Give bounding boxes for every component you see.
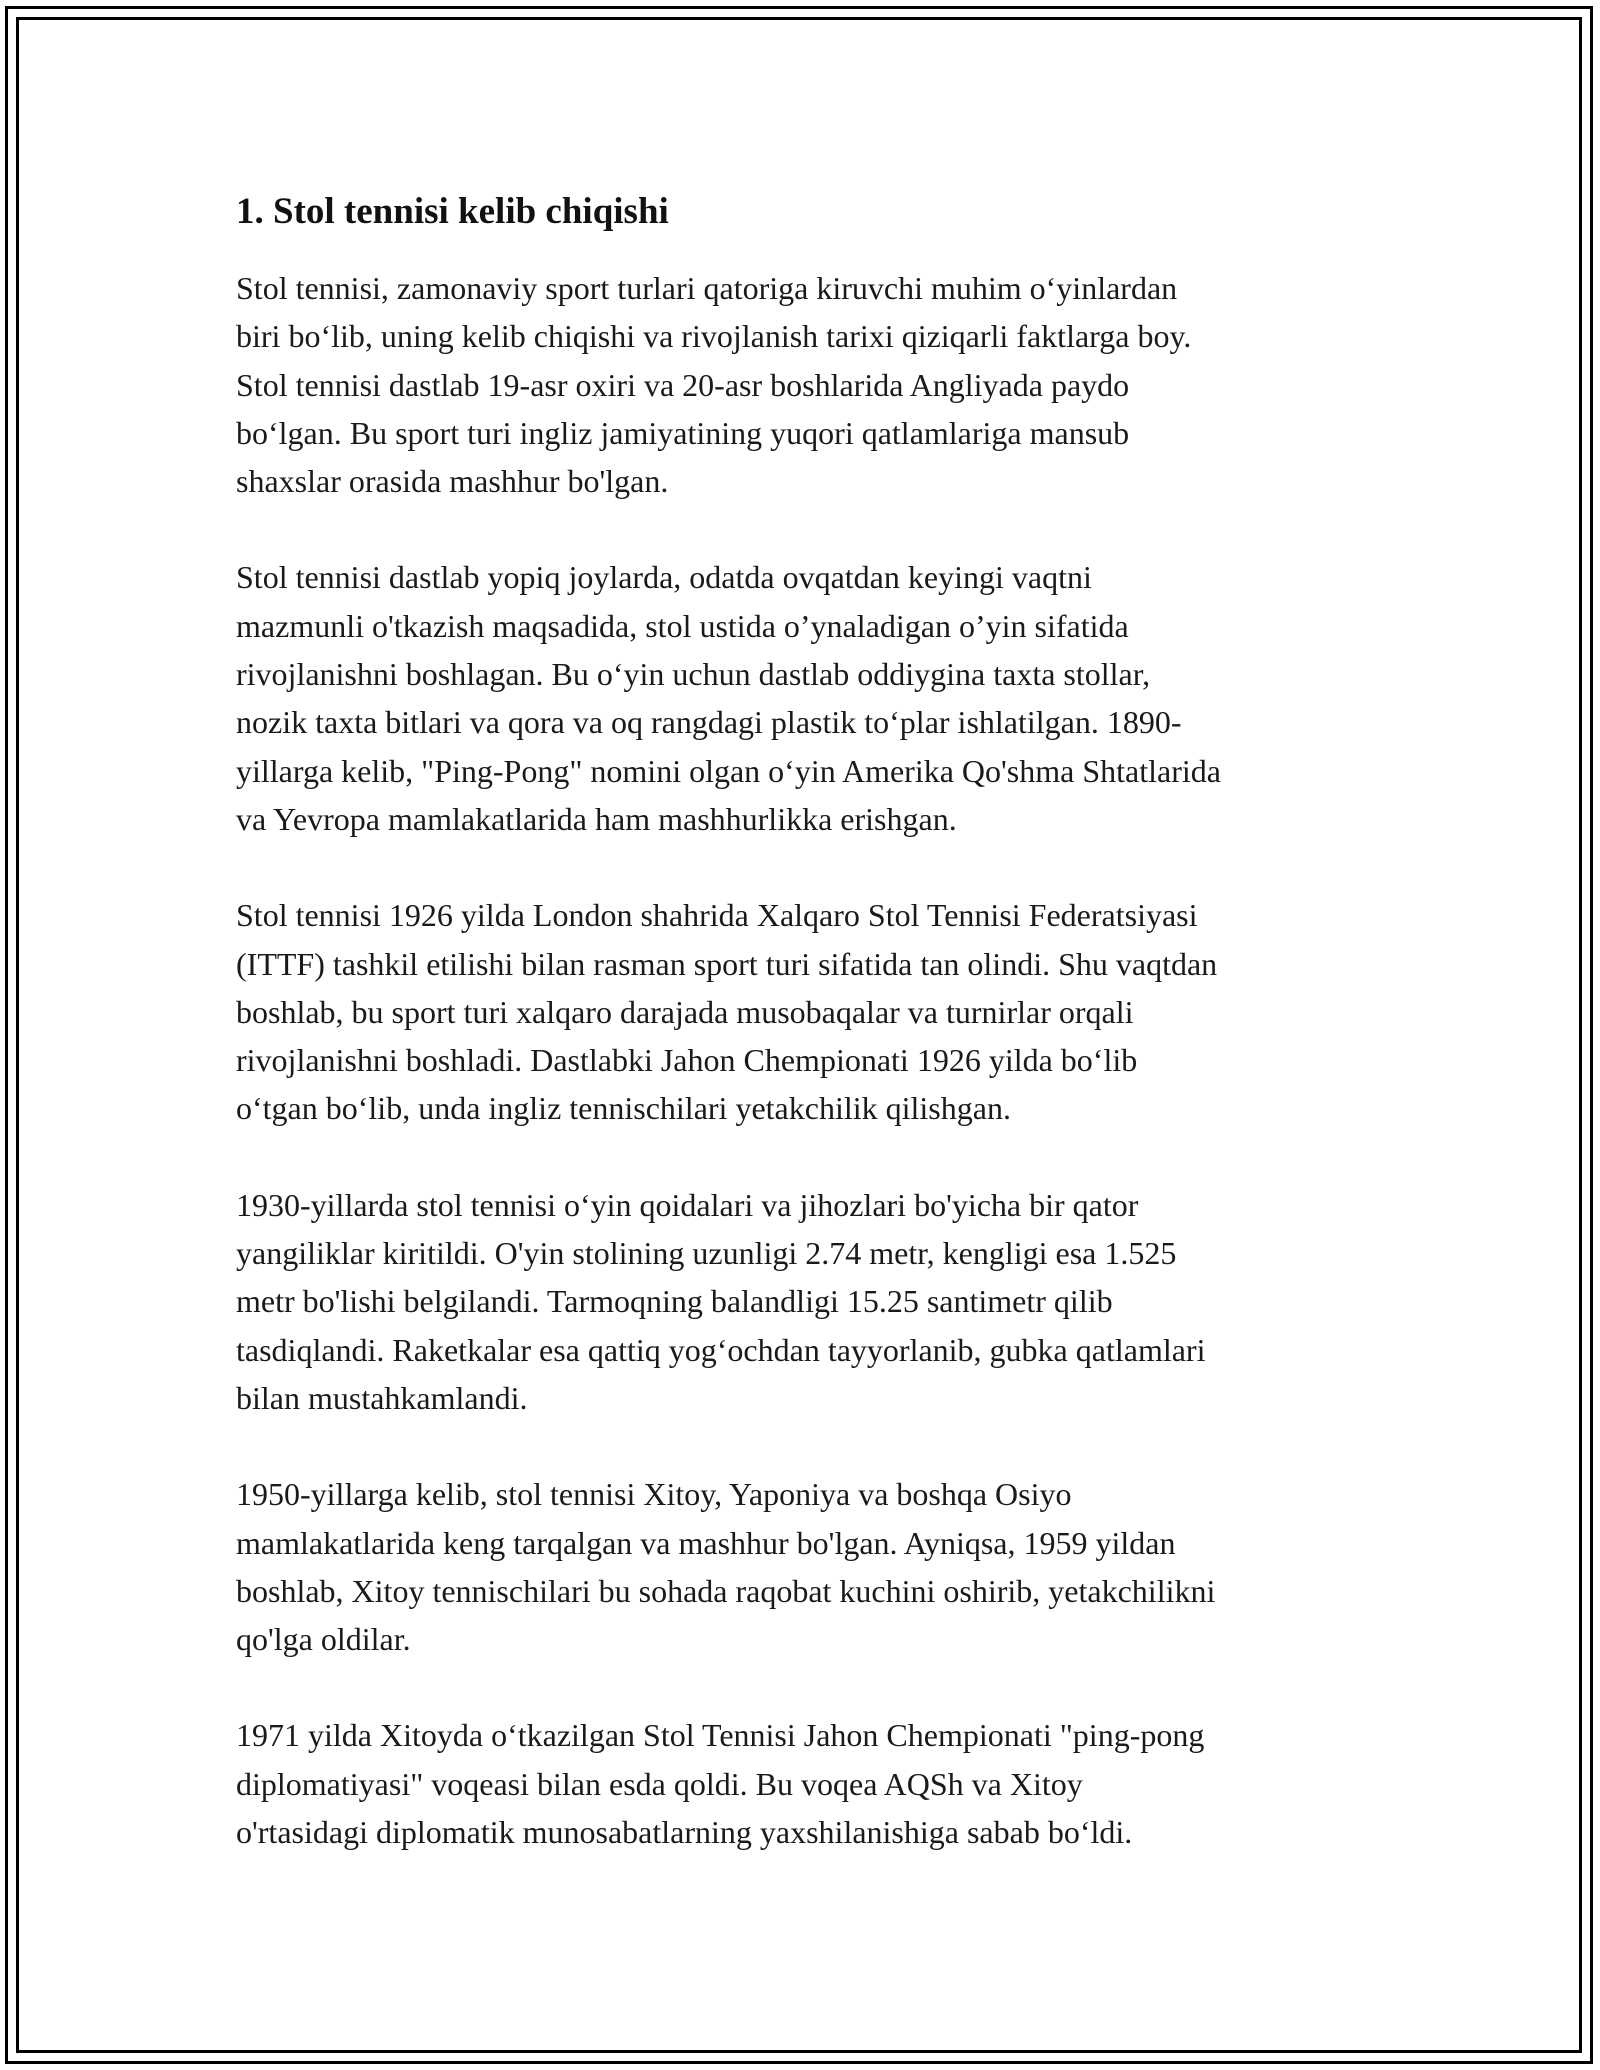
paragraph-line: qo'lga oldilar. <box>236 1621 411 1658</box>
paragraph-line: va Yevropa mamlakatlarida ham mashhurlikka erishgan. <box>236 800 957 837</box>
paragraph-line: shaxslar orasida mashhur bo'lgan. <box>236 463 669 500</box>
section-heading: 1. Stol tennisi kelib chiqishi <box>236 191 669 232</box>
paragraph-line: Stol tennisi dastlab yopiq joylarda, odatda ovqatdan keyingi vaqtni <box>236 559 1092 596</box>
paragraph <box>236 1470 1386 1663</box>
paragraph-line: (ITTF) tashkil etilishi bilan rasman sport turi sifatida tan olindi. Shu vaqtdan <box>236 945 1218 982</box>
paragraph-line: bilan mustahkamlandi. <box>236 1379 528 1416</box>
paragraph-line: mamlakatlarida keng tarqalgan va mashhur bo'lgan. Ayniqsa, 1959 yildan <box>236 1524 1176 1561</box>
paragraph-line: Stol tennisi 1926 yilda London shahrida Xalqaro Stol Tennisi Federatsiyasi <box>236 897 1198 934</box>
paragraph-line: o‘tgan bo‘lib, unda ingliz tennischilari yetakchilik qilishgan. <box>236 1090 1011 1127</box>
paragraph-line: tasdiqlandi. Raketkalar esa qattiq yog‘ochdan tayyorlanib, gubka qatlamlari <box>236 1331 1206 1368</box>
paragraph-line: 1930-yillarda stol tennisi o‘yin qoidalari va jihozlari bo'yicha bir qator <box>236 1186 1139 1223</box>
paragraph-line: bo‘lgan. Bu sport turi ingliz jamiyatining yuqori qatlamlariga mansub <box>236 414 1130 451</box>
paragraph-line: boshlab, Xitoy tennischilari bu sohada raqobat kuchini oshirib, yetakchilikni <box>236 1572 1216 1609</box>
paragraph-line: metr bo'lishi belgilandi. Tarmoqning balandligi 15.25 santimetr qilib <box>236 1283 1113 1320</box>
paragraph-line: 1950-yillarga kelib, stol tennisi Xitoy, Yaponiya va boshqa Osiyo <box>236 1476 1072 1513</box>
paragraph <box>236 553 1386 843</box>
document-body <box>236 188 1386 1904</box>
paragraph <box>236 1181 1386 1422</box>
paragraph-line: 1971 yilda Xitoyda o‘tkazilgan Stol Tennisi Jahon Chempionati "ping-pong <box>236 1717 1205 1754</box>
paragraph-line: mazmunli o'tkazish maqsadida, stol ustida o’ynaladigan o’yin sifatida <box>236 607 1129 644</box>
paragraph-line: yillarga kelib, "Ping-Pong" nomini olgan o‘yin Amerika Qo'shma Shtatlarida <box>236 752 1221 789</box>
paragraph-list <box>236 264 1386 1856</box>
paragraph <box>236 1711 1386 1856</box>
paragraph <box>236 891 1386 1132</box>
paragraph-line: rivojlanishni boshlagan. Bu o‘yin uchun dastlab oddiygina taxta stollar, <box>236 656 1151 693</box>
paragraph-line: yangiliklar kiritildi. O'yin stolining uzunligi 2.74 metr, kengligi esa 1.525 <box>236 1235 1177 1272</box>
paragraph-line: biri bo‘lib, uning kelib chiqishi va rivojlanish tarixi qiziqarli faktlarga boy. <box>236 318 1192 355</box>
paragraph-line: Stol tennisi, zamonaviy sport turlari qatoriga kiruvchi muhim o‘yinlardan <box>236 270 1178 306</box>
paragraph <box>236 264 1386 505</box>
paragraph-line: diplomatiyasi" voqeasi bilan esda qoldi. Bu voqea AQSh va Xitoy <box>236 1765 1083 1802</box>
paragraph-line: nozik taxta bitlari va qora va oq rangdagi plastik to‘plar ishlatilgan. 1890- <box>236 704 1182 741</box>
paragraph-line: Stol tennisi dastlab 19-asr oxiri va 20-asr boshlarida Angliyada paydo <box>236 366 1130 403</box>
paragraph-line: rivojlanishni boshladi. Dastlabki Jahon Chempionati 1926 yilda bo‘lib <box>236 1042 1138 1079</box>
paragraph-line: boshlab, bu sport turi xalqaro darajada musobaqalar va turnirlar orqali <box>236 993 1134 1030</box>
paragraph-line: o'rtasidagi diplomatik munosabatlarning yaxshilanishiga sabab bo‘ldi. <box>236 1814 1133 1851</box>
